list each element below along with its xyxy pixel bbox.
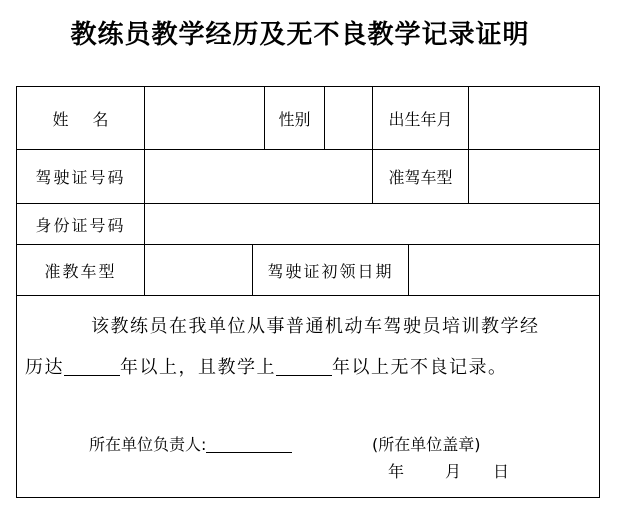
statement-text-c: 年以上无不良记录。: [332, 357, 508, 378]
name-value-cell[interactable]: [145, 87, 265, 149]
unit-stamp-note: (所在单位盖章): [372, 435, 481, 454]
license-type-label: 准驾车型: [388, 168, 453, 187]
date-year: 年: [387, 462, 404, 481]
license-date-label: 驾驶证初领日期: [267, 261, 394, 281]
form-row-personal: [17, 87, 599, 150]
teach-type-label: 准教车型: [44, 261, 117, 281]
license-no-label: 驾驶证号码: [35, 168, 126, 187]
birth-label-cell: [373, 87, 469, 149]
statement-text-b: 年以上，且教学上: [120, 357, 276, 378]
form-row-teaching: [17, 245, 599, 296]
license-date-value-cell[interactable]: [409, 245, 601, 295]
statement-area: [17, 296, 599, 499]
statement-line-1: 该教练员在我单位从事普通机动车驾驶员培训教学经: [91, 316, 540, 337]
years-experience-blank[interactable]: [64, 357, 120, 376]
gender-label-cell: [265, 87, 325, 149]
license-type-value-cell[interactable]: [469, 150, 601, 203]
birth-label: 出生年月: [388, 109, 453, 129]
statement-line-2: [25, 353, 508, 379]
teach-type-label-cell: [17, 245, 145, 295]
years-clean-record-blank[interactable]: [276, 357, 332, 376]
signature-date: [367, 459, 521, 482]
responsible-person-line: [89, 432, 292, 455]
document-title: 教练员教学经历及无不良教学记录证明: [70, 20, 530, 50]
name-label: 姓名: [52, 109, 133, 129]
name-label-cell: [17, 87, 145, 149]
statement-text-a: 历达: [25, 357, 64, 378]
id-no-value-cell[interactable]: [145, 204, 601, 244]
gender-label: 性别: [278, 109, 311, 129]
certificate-form: [16, 86, 600, 498]
form-row-id: [17, 204, 599, 245]
license-no-value-cell[interactable]: [145, 150, 373, 203]
license-no-label-cell: [17, 150, 145, 203]
responsible-person-blank[interactable]: [206, 436, 292, 453]
date-month: 月: [444, 462, 461, 481]
birth-value-cell[interactable]: [469, 87, 601, 149]
teach-type-value-cell[interactable]: [145, 245, 253, 295]
form-row-license: [17, 150, 599, 204]
license-type-label-cell: [373, 150, 469, 203]
gender-value-cell[interactable]: [325, 87, 373, 149]
responsible-person-label: 所在单位负责人:: [89, 435, 207, 454]
id-no-label: 身份证号码: [35, 215, 126, 235]
license-date-label-cell: [253, 245, 409, 295]
date-day: 日: [492, 462, 509, 481]
id-no-label-cell: [17, 204, 145, 244]
